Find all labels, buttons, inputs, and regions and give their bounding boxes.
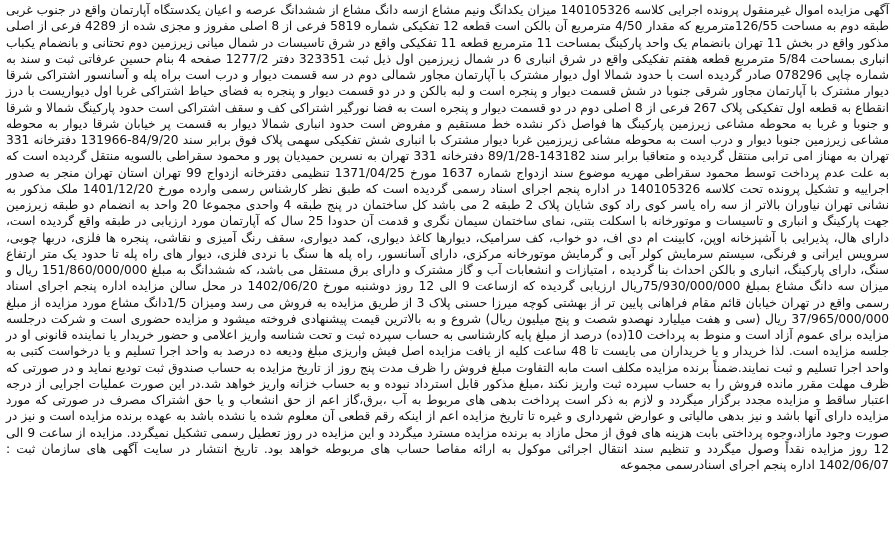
auction-notice-text: آگهی مزایده اموال غیرمنقول پرونده اجرایی کلاسه 140105326 میزان یکدانگ ونیم مشاع ازسه دانگ مشاع از ششدانگ عرصه و اعیان یکدستگاه آپارتمان واقع در جنوب غربی طبقه دوم به مساحت 126/55مترمربع که مقدار 4/50 مترمربع آن بالکن است قطعه 12 تفکیکی شماره 5819 فرعی از 8 اصلی مفروز و مجزی شده از 4289 فرعی از اصلی مذکور واقع در بخش 11 تهران بانضمام یک واحد پارکینگ بمساحت 11 مترمربع قطعه 11 تفکیکی واقع در شرق تاسیسات در شمال میانی زیرزمین دوم تحتانی و بانضمام یکباب انباری بمساحت 5/84 مترمربع قطعه هفتم تفکیکی واقع در شرق انباری 6 در شمال زیرزمین اول ذیل ثبت 323351 دفتر 1277/2 صفحه 4 بنام حسین عرفاتی ثبت و سند به شماره چاپی 078296 صادر گردیده است با حدود شمالا اول دیوار مشترک با آپارتمان مجاور شمالی دوم در سه قسمت دیوار و درب است براه پله و آسانسور اشتراکی شرقا دیوار مشترک با آپارتمان مجاور شرقی جنوبا در شش قسمت دیوار و پنجره است و لبه بالکن و در دو قسمت دیوار و پنجره به فضای حیاط اشتراکی غربا اول دیواریست با درز انقطاع به قطعه اول تفکیکی پلاک 267 فرعی از 8 اصلی دوم در دو قسمت دیوار و پنجره است به فضا نورگیر اشتراکی کف و سقف اشتراکی است حدود پارکینگ شمالا و شرقا و جنوبا و غربا به محوطه مشاعی زیرزمین پارکینگ ها فواصل ذکر نشده خط مستقیم و مفروض است حدود انباری شمالا دیوار به قسمت پر خیابان شرقا دیوار به محوطه مشاعی زیرزمین جنوبا دیوار و درب است به محوطه مشاعی زیرزمین غربا دیوار مشترک با انباری شش تفکیکی سهمی پلاک فوق برابر سند 84/9/20-131966 دفترخانه 331 تهران به مهناز امی ترابی منتقل گردیده و متعاقبا برابر سند 143182-89/1/28 دفترخانه 331 تهران به نسرین حمیدیان پور و محمود سقراطی بالسویه منتقل گردیده است که به علت عدم پرداخت توسط محمود سقراطی مهریه موضوع سند ازدواج شماره 1637 مورخ 1371/04/25 تنظیمی دفترخانه ازدواج 99 تهران استان تهران منجر به صدور اجراییه و تشکیل پرونده تحت کلاسه 140105326 در اداره پنجم اجرای اسناد رسمی گردیده است که طبق نظر کارشناس رسمی وارده مورخ 1401/12/20 ملک مذکور به نشانی تهران نیاوران بالاتر از سه راه یاسر کوی راد کوی شایان پلاک 2 طبقه 2 می باشد کل ساختمان در پنج طبقه 4 واحدی مجموعا 20 واحد به انضمام دو طبقه زیرزمین جهت پارکینگ و انباری و تاسیسات و موتورخانه با اسکلت بتنی، نمای ساختمان سیمان نگری و قدمت آن حدودا 25 سال که آپارتمان مورد ارزیابی در طبقه واقع گردیده است، دارای هال، پذیرایی با آشپزخانه اوپن، کابینت ام دی اف، دو خواب، کف سرامیک، دیوارها کاغذ دیواری، کمد دیواری، سقف رنگ آمیزی و نقاشی، پنجره ها فلزی، دربها چوبی، سرویس ایرانی و فرنگی، سیستم سرمایش کولر آبی و گرمایش موتورخانه مرکزی، دارای آسانسور، راه پله ها سنگ با نردی فلزی، دیوار های راه پله تا حدود یک متر ارتفاع سنگ، دارای پارکینگ، انباری و بالکن احداث بنا گردیده ، امتیازات و انشعابات آب و گاز مشترک و دارای برق مستقل می باشد، که ششدانگ به مبلغ 151/860/000/000 ریال و میزان سه دانگ مشاع بمبلغ 75/930/000/000ریال ارزیابی گردیده که ازساعت 9 الی 12 روز دوشنبه مورخ 1402/06/20 در محل سالن مزایده اداره پنجم اجرای اسناد رسمی واقع در تهران خیابان قائم مقام فراهانی پایین تر از بهشتی کوچه میرزا حسنی پلاک 3 از طریق مزایده به فروش می رسد ومیزان 1/5دانگ مشاع مورد مزایده از مبلغ 37/965/000/000 ریال (سی و هفت میلیارد نهصدو شصت و پنج میلیون ریال) شروع و به بالاترین قیمت پیشنهادی فروخته میشود و مزایده حضوری است و شرکت درجلسه مزایده برای عموم آزاد است و منوط به پرداخت 10(ده) درصد از مبلغ پایه کارشناسی به حساب سپرده ثبت و تحت شناسه واریز اعلامی و حضور خریدار یا نماینده قانونی او در جلسه مزایده است. لذا خریدار و یا خریداران می بایست تا 48 ساعت کلیه از یافت مزایده اصل فیش واریزی مبلغ ودیعه ده درصد به واحد اجرا تسلیم و یا درخواست کتبی به واحد اجرا تسلیم و ثبت نمایند.ضمناً برنده مزایده مکلف است مابه التفاوت مبلغ فروش را ظرف مدت پنج روز از تاریخ مزایده به حساب صندوق ثبت تودیع نماید و در صورتی که ظرف مهلت مقرر مانده فروش را به حساب سپرده ثبت واریز نکند ،مبلغ مذکور قابل استرداد نبوده و به حساب خزانه واریز خواهد شد.در این صورت عملیات اجرایی از درجه اعتبار ساقط و مزایده مجدد برگزار میگردد و لازم به ذکر است پرداخت بدهی های مربوط به آب ،برق،گاز اعم از حق انشعاب و یا حق اشتراک مصرف در صورتی که مورد مزایده دارای آنها باشد و نیز بدهی مالیاتی و عوارض شهرداری و غیره تا تاریخ مزایده اعم از اینکه رقم قطعی آن معلوم شده یا نشده باشد به عهده برنده مزایده است و نیز در صورت وجود مازاد،وجوه پرداختی بابت هزینه های فوق از محل مازاد به برنده مزایده مسترد میگردد و این مزایده در روز تعطیل رسمی تشکیل نمیگردد. مزایده از ساعت 9 الی 12 روز مزایده نقداً وصول میگردد و تنظیم سند انتقال اجرائی موکول به ارائه مفاصا حساب های مربوطه خواهد بود. تاریخ انتشار در سایت آگهی های سازمان ثبت : 1402/06/07 اداره پنجم اجرای اسنادرسمی مجموعه — [6, 3, 890, 472]
